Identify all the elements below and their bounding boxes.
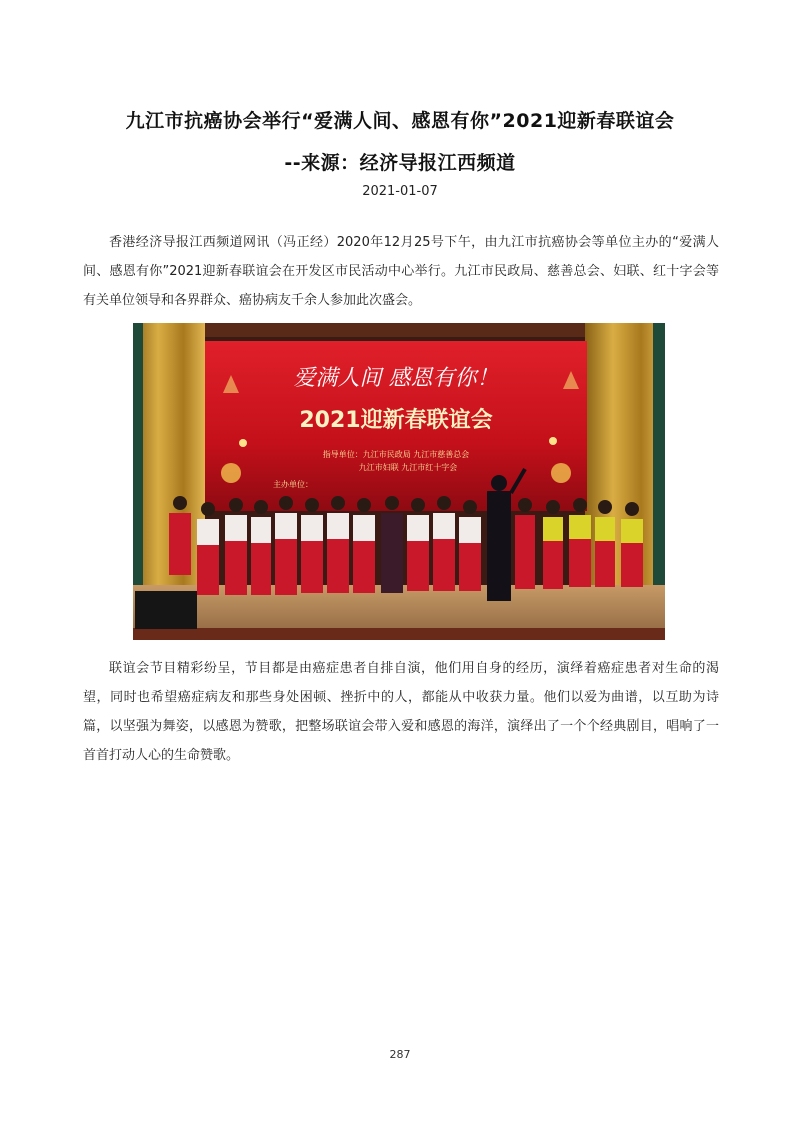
screen-title: 2021迎新春联谊会 xyxy=(299,408,493,433)
article-title: 九江市抗癌协会举行“爱满人间、感恩有你”2021迎新春联谊会 xyxy=(125,110,675,132)
screen-guidance: 指导单位：九江市民政局 九江市慈善总会 xyxy=(322,450,470,459)
article-source: --来源：经济导报江西频道 xyxy=(284,152,516,174)
article-paragraph-2: 联谊会节目精彩纷呈，节目都是由癌症患者自排自演，他们用自身的经历，演绎着癌症患者对生命的渴望，同时也希望癌症病友和那些身处困顿、挫折中的人，都能从中收获力量。他们以爱为曲谱，以互助为诗篇，以坚强为舞姿，以感恩为赞歌，把整场联谊会带入爱和感恩的海洋，演绎出了一个个经典剧目，唱响了一首首打动人心的生命赞歌。 xyxy=(83,661,719,763)
article-paragraph-1: 香港经济导报江西频道网讯（冯正经）2020年12月25号下午，由九江市抗癌协会等单位主办的“爱满人间、感恩有你”2021迎新春联谊会在开发区市民活动中心举行。九江市民政局、慈善总会、妇联、红十字会等有关单位领导和各界群众、癌协病友千余人参加此次盛会。 xyxy=(83,235,719,308)
article-date: 2021-01-07 xyxy=(362,184,438,199)
conductor-figure xyxy=(487,491,511,601)
stage-speaker xyxy=(135,591,197,629)
screen-host: 主办单位： xyxy=(273,480,313,489)
screen-slogan: 爱满人间 感恩有你！ xyxy=(293,366,499,391)
screen-guidance-2: 九江市妇联 九江市红十字会 xyxy=(358,463,458,472)
page-number: 287 xyxy=(389,1048,411,1061)
event-photo xyxy=(133,323,665,640)
